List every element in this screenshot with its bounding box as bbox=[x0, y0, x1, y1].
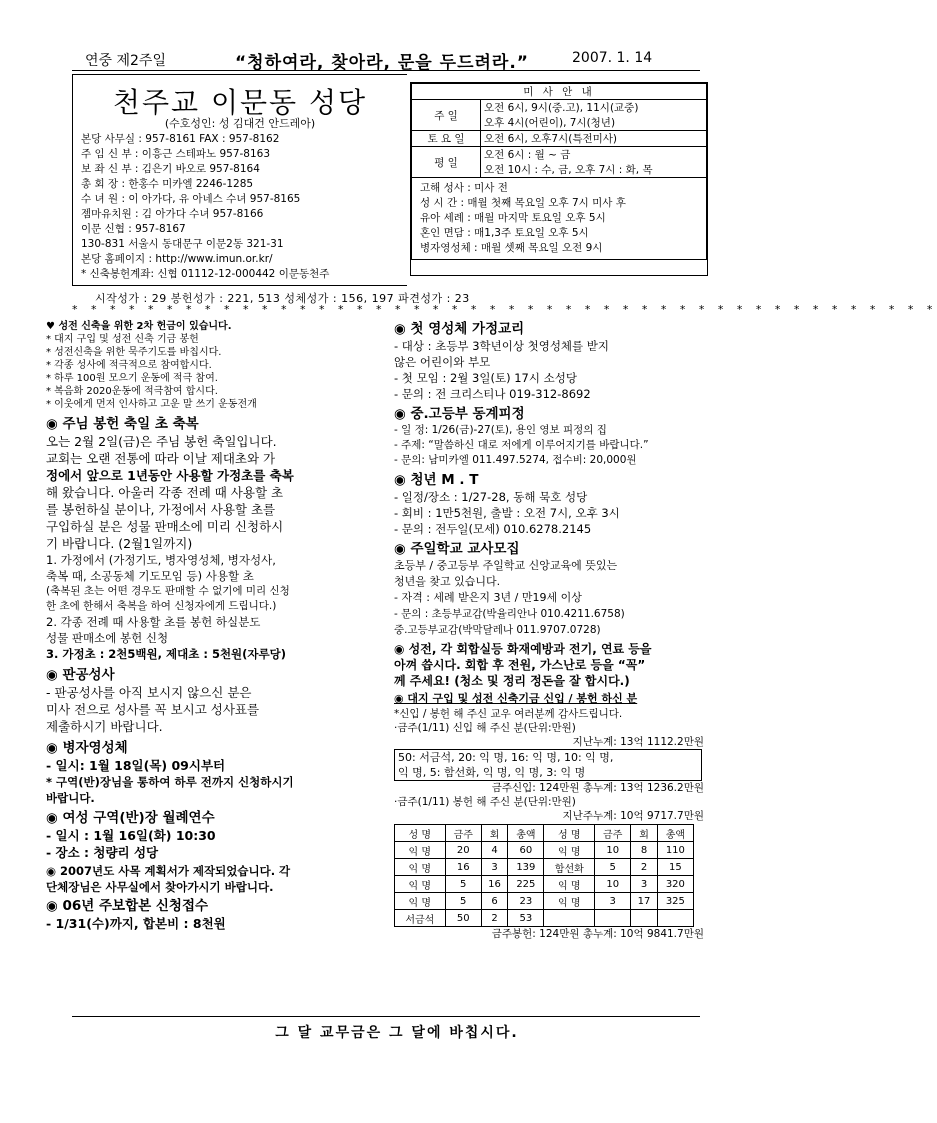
sick-communion-note: * 구역(반)장님을 통하여 하루 전까지 신청하시기 bbox=[46, 775, 294, 789]
table-cell: 함선화 bbox=[544, 859, 595, 876]
donation-intro: ·금주(1/11) 신입 해 주신 분(단위:만원) bbox=[394, 722, 576, 734]
table-cell: 5 bbox=[445, 876, 481, 893]
footer-slogan: 그 달 교무금은 그 달에 바칩시다. bbox=[275, 1025, 519, 1041]
collection-item: * 대지 구입 및 성전 신축 기금 봉헌 bbox=[46, 334, 199, 345]
table-cell: 서금석 bbox=[395, 910, 446, 927]
women-training-title: ◉ 여성 구역(반)장 월례연수 bbox=[46, 810, 215, 826]
star-divider: * * * * * * * * * * * * * * * * * * * * * * * * * * * * * * * * * * * * * * * * * * * * * * bbox=[72, 303, 937, 316]
candle-detail: (축복된 초는 어떤 경우도 판매할 수 없기에 미리 신청 bbox=[46, 585, 290, 597]
table-row bbox=[395, 910, 694, 927]
table-cell: 8 bbox=[631, 842, 657, 859]
mass-time: 오후 4시(어린이), 7시(청년) bbox=[484, 117, 616, 129]
candle-line: 기 바랍니다. (2월1일까지) bbox=[46, 536, 193, 551]
bulletin-binding-title: ◉ 06년 주보합본 신청접수 bbox=[46, 898, 209, 914]
homepage-link[interactable]: 본당 홈페이지 : http://www.imun.or.kr/ bbox=[81, 253, 273, 265]
table-cell: 익 명 bbox=[544, 893, 595, 910]
table-cell: 2 bbox=[481, 910, 507, 927]
table-cell: 60 bbox=[508, 842, 544, 859]
mass-label-sunday: 주 일 bbox=[412, 100, 481, 131]
first-communion-line: 않은 어린이와 부모 bbox=[394, 355, 491, 369]
candle-detail: 1. 가정에서 (가정기도, 병자영성체, 병자성사, bbox=[46, 553, 276, 567]
candle-detail: 한 초에 한해서 축복을 하여 신청자에게 드립니다.) bbox=[46, 600, 277, 612]
table-cell: 4 bbox=[481, 842, 507, 859]
sick-communion-note: 바랍니다. bbox=[46, 791, 95, 805]
women-training-line: - 일시 : 1월 16일(화) 10:30 bbox=[46, 828, 216, 843]
mass-time: 오전 6시, 9시(중.고), 11시(교중) bbox=[484, 102, 639, 114]
teacher-recruit-title: ◉ 주일학교 교사모집 bbox=[394, 541, 520, 557]
offering-week-total: 금주봉헌: 124만원 총누계: 10억 9841.7만원 bbox=[491, 928, 704, 940]
table-header: 총액 bbox=[508, 825, 544, 842]
right-column bbox=[394, 320, 714, 942]
table-header: 성 명 bbox=[544, 825, 595, 842]
first-communion-line: - 문의 : 전 크리스티나 019-312-8692 bbox=[394, 387, 591, 401]
table-header-row bbox=[395, 825, 694, 842]
mass-title: 미 사 안 내 bbox=[412, 84, 707, 100]
table-row bbox=[395, 893, 694, 910]
teacher-recruit-line: 초등부 / 중고등부 주일학교 신앙교육에 뜻있는 bbox=[394, 559, 618, 572]
candle-price: 3. 가정초 : 2천5백원, 제대초 : 5천원(자루당) bbox=[46, 647, 286, 661]
table-cell: 16 bbox=[481, 876, 507, 893]
table-cell: 20 bbox=[445, 842, 481, 859]
table-cell: 320 bbox=[657, 876, 693, 893]
patron-saint: (수호성인: 성 김대건 안드레아) bbox=[164, 117, 316, 130]
table-cell: 5 bbox=[595, 859, 631, 876]
first-communion-title: ◉ 첫 영성체 가정교리 bbox=[394, 321, 525, 337]
table-cell: 익 명 bbox=[544, 842, 595, 859]
date: 2007. 1. 14 bbox=[572, 50, 653, 66]
table-header: 총액 bbox=[657, 825, 693, 842]
table-cell bbox=[595, 910, 631, 927]
table-cell: 325 bbox=[657, 893, 693, 910]
sick-communion-date: - 일시: 1월 18일(목) 09시부터 bbox=[46, 758, 226, 773]
parish-info bbox=[72, 74, 407, 286]
table-cell: 3 bbox=[595, 893, 631, 910]
candle-detail: 성물 판매소에 봉헌 신청 bbox=[46, 631, 169, 645]
confession-line: 미사 전으로 성사를 꼭 보시고 성사표를 bbox=[46, 702, 260, 717]
sick-communion-title: ◉ 병자영성체 bbox=[46, 740, 128, 756]
offering-prev-total: 지난주누계: 10억 9717.7만원 bbox=[562, 810, 704, 822]
fire-safety-notice: 께 주세요! (청소 및 정리 정돈을 잘 합시다.) bbox=[394, 674, 630, 688]
confession-title: ◉ 판공성사 bbox=[46, 667, 115, 683]
table-cell: 3 bbox=[481, 859, 507, 876]
parish-line: 수 녀 원 : 이 아가다, 유 아네스 수녀 957-8165 bbox=[81, 193, 301, 205]
table-cell: 익 명 bbox=[395, 876, 446, 893]
table-row bbox=[395, 842, 694, 859]
sacrament-line: 유아 세례 : 매월 마지막 토요일 오후 5시 bbox=[420, 212, 606, 224]
sacrament-line: 혼인 면담 : 매1,3주 토요일 오후 5시 bbox=[420, 227, 589, 239]
table-header: 회 bbox=[631, 825, 657, 842]
collection-item: * 이웃에게 먼저 인사하고 고운 말 쓰기 운동전개 bbox=[46, 399, 257, 410]
parish-line: 주 임 신 부 : 이흥근 스테파노 957-8163 bbox=[81, 148, 271, 160]
candle-line: 정에서 앞으로 1년동안 사용할 가정초를 축복 bbox=[46, 468, 294, 483]
table-cell: 10 bbox=[595, 842, 631, 859]
new-donors-line: 익 명, 5: 함선화, 익 명, 익 명, 3: 익 명 bbox=[398, 766, 586, 779]
parish-line: * 신축봉헌계좌: 신협 01112-12-000442 이문동천주 bbox=[81, 268, 330, 280]
candle-line: 교회는 오랜 전통에 따라 이날 제대초와 가 bbox=[46, 451, 276, 466]
youth-mt-title: ◉ 청년 M . T bbox=[394, 472, 479, 488]
candle-detail: 2. 각종 전례 때 사용할 초를 봉헌 하실분도 bbox=[46, 615, 261, 629]
collection-item: * 복음화 2020운동에 적극참여 합시다. bbox=[46, 386, 218, 397]
table-cell bbox=[657, 910, 693, 927]
women-training-line: - 장소 : 청량리 성당 bbox=[46, 845, 159, 860]
mass-label-weekday: 평 일 bbox=[412, 147, 481, 178]
parish-line: 이문 신협 : 957-8167 bbox=[81, 223, 186, 235]
table-cell: 225 bbox=[508, 876, 544, 893]
winter-retreat-line: - 문의: 남미카엘 011.497.5274, 접수비: 20,000원 bbox=[394, 454, 637, 466]
collection-item: * 각종 성사에 적극적으로 참여합시다. bbox=[46, 360, 212, 371]
winter-retreat-line: - 주제: “말씀하신 대로 저에게 이루어지기를 바랍니다.” bbox=[394, 439, 649, 451]
table-header: 회 bbox=[481, 825, 507, 842]
parish-line: 본당 사무실 : 957-8161 FAX : 957-8162 bbox=[81, 133, 280, 145]
youth-mt-line: - 문의 : 전두일(모세) 010.6278.2145 bbox=[394, 522, 592, 536]
donation-title: ◉ 대지 구입 및 성전 신축기금 신입 / 봉헌 하신 분 bbox=[394, 692, 638, 705]
table-cell: 익 명 bbox=[544, 876, 595, 893]
table-cell: 50 bbox=[445, 910, 481, 927]
table-header: 성 명 bbox=[395, 825, 446, 842]
left-column bbox=[46, 320, 391, 932]
sacrament-info bbox=[412, 178, 707, 260]
table-row bbox=[395, 876, 694, 893]
donation-week-total: 금주신입: 124만원 총누계: 13억 1236.2만원 bbox=[491, 782, 704, 794]
youth-mt-line: - 회비 : 1만5천원, 출발 : 오전 7시, 오후 3시 bbox=[394, 506, 620, 520]
teacher-recruit-line: - 자격 : 세례 받은지 3년 / 만19세 이상 bbox=[394, 591, 582, 604]
new-donors-line: 50: 서금석, 20: 익 명, 16: 익 명, 10: 익 명, bbox=[398, 751, 614, 764]
candle-line: 를 봉헌하실 분이나, 가정에서 사용할 초를 bbox=[46, 502, 276, 517]
mass-time: 오전 6시 : 월 ~ 금 bbox=[484, 149, 571, 161]
table-cell: 53 bbox=[508, 910, 544, 927]
collection-title: ♥ 성전 신축을 위한 2차 헌금이 있습니다. bbox=[46, 321, 232, 332]
candle-line: 구입하실 분은 성물 판매소에 미리 신청하시 bbox=[46, 519, 284, 534]
youth-mt-line: - 일정/장소 : 1/27-28, 동해 묵호 성당 bbox=[394, 490, 588, 504]
teacher-recruit-line: 중.고등부교감(박막달레나 011.9707.0728) bbox=[394, 624, 601, 636]
table-cell: 익 명 bbox=[395, 859, 446, 876]
collection-item: * 하루 100원 모으기 운동에 적극 참여. bbox=[46, 373, 218, 384]
fire-safety-notice: 아껴 씁시다. 회합 후 전원, 가스난로 등을 “꼭” bbox=[394, 658, 646, 672]
candle-title: ◉ 주님 봉헌 축일 초 축복 bbox=[46, 416, 199, 432]
table-cell bbox=[544, 910, 595, 927]
table-cell: 2 bbox=[631, 859, 657, 876]
candle-detail: 축복 때, 소공동체 기도모임 등) 사용할 초 bbox=[46, 569, 254, 583]
table-cell: 10 bbox=[595, 876, 631, 893]
donation-prev-total: 지난누계: 13억 1112.2만원 bbox=[572, 736, 704, 748]
fire-safety-notice: ◉ 성전, 각 회합실등 화재예방과 전기, 연료 등을 bbox=[394, 642, 652, 656]
bottom-rule bbox=[72, 1016, 700, 1017]
first-communion-line: - 대상 : 초등부 3학년이상 첫영성체를 받지 bbox=[394, 339, 610, 353]
mass-time: 오전 6시, 오후7시(특전미사) bbox=[481, 131, 707, 147]
mass-schedule bbox=[410, 82, 708, 276]
table-cell: 3 bbox=[631, 876, 657, 893]
teacher-recruit-line: - 문의 : 초등부교감(박율리안나 010.4211.6758) bbox=[394, 608, 625, 620]
parish-line: 130-831 서울시 동대문구 이문2동 321-31 bbox=[81, 238, 284, 250]
week-label: 연중 제2주일 bbox=[85, 53, 166, 69]
table-cell: 110 bbox=[657, 842, 693, 859]
parish-line: 보 좌 신 부 : 김은기 바오로 957-8164 bbox=[81, 163, 260, 175]
parish-line: 젬마유치원 : 김 아가다 수녀 957-8166 bbox=[81, 208, 264, 220]
bulletin-binding-line: - 1/31(수)까지, 합본비 : 8천원 bbox=[46, 916, 226, 931]
sacrament-line: 병자영성체 : 매월 셋째 목요일 오전 9시 bbox=[420, 242, 603, 254]
table-cell: 5 bbox=[445, 893, 481, 910]
winter-retreat-title: ◉ 중.고등부 동계피정 bbox=[394, 406, 525, 422]
table-header: 금주 bbox=[595, 825, 631, 842]
table-cell: 6 bbox=[481, 893, 507, 910]
motto: “청하여라, 찾아라, 문을 두드려라.” bbox=[235, 53, 529, 73]
winter-retreat-line: - 일 정: 1/26(금)-27(토), 용인 영보 피정의 집 bbox=[394, 424, 607, 436]
hymn-numbers: 시작성가 : 29 봉헌성가 : 221, 513 성체성가 : 156, 197 파견성가 : 23 bbox=[95, 292, 470, 305]
table-cell: 139 bbox=[508, 859, 544, 876]
table-cell: 17 bbox=[631, 893, 657, 910]
confession-line: 제출하시기 바랍니다. bbox=[46, 719, 163, 734]
table-row bbox=[395, 859, 694, 876]
top-rule bbox=[72, 70, 700, 71]
candle-line: 해 왔습니다. 아울러 각종 전례 때 사용할 초 bbox=[46, 485, 284, 500]
offering-intro: ·금주(1/11) 봉헌 해 주신 분(단위:만원) bbox=[394, 796, 576, 808]
collection-item: * 성전신축을 위한 묵주기도를 바칩시다. bbox=[46, 347, 222, 358]
sacrament-line: 성 시 간 : 매월 첫째 목요일 오후 7시 미사 후 bbox=[420, 197, 626, 209]
parish-line: 총 회 장 : 한홍수 미카엘 2246-1285 bbox=[81, 178, 254, 190]
mass-time: 오전 10시 : 수, 금, 오후 7시 : 화, 목 bbox=[484, 164, 653, 176]
table-cell: 23 bbox=[508, 893, 544, 910]
new-donors-box bbox=[394, 749, 702, 781]
pastoral-plan-notice: 단체장님은 사무실에서 찾아가시기 바랍니다. bbox=[46, 880, 274, 894]
sacrament-line: 고해 성사 : 미사 전 bbox=[420, 182, 508, 194]
parish-title: 천주교 이문동 성당 bbox=[112, 86, 368, 119]
table-cell: 15 bbox=[657, 859, 693, 876]
first-communion-line: - 첫 모임 : 2월 3일(토) 17시 소성당 bbox=[394, 371, 577, 385]
confession-line: - 판공성사를 아직 보시지 않으신 분은 bbox=[46, 685, 252, 700]
table-cell: 16 bbox=[445, 859, 481, 876]
candle-line: 오는 2월 2일(금)은 주님 봉헌 축일입니다. bbox=[46, 434, 277, 449]
mass-label-saturday: 토 요 일 bbox=[412, 131, 481, 147]
table-cell: 익 명 bbox=[395, 842, 446, 859]
donation-intro: *신입 / 봉헌 해 주신 교우 여러분께 감사드립니다. bbox=[394, 708, 623, 720]
pastoral-plan-notice: ◉ 2007년도 사목 계획서가 제작되었습니다. 각 bbox=[46, 864, 291, 878]
teacher-recruit-line: 청년을 찾고 있습니다. bbox=[394, 575, 501, 588]
table-cell bbox=[631, 910, 657, 927]
table-header: 금주 bbox=[445, 825, 481, 842]
table-cell: 익 명 bbox=[395, 893, 446, 910]
offering-table bbox=[394, 824, 694, 927]
